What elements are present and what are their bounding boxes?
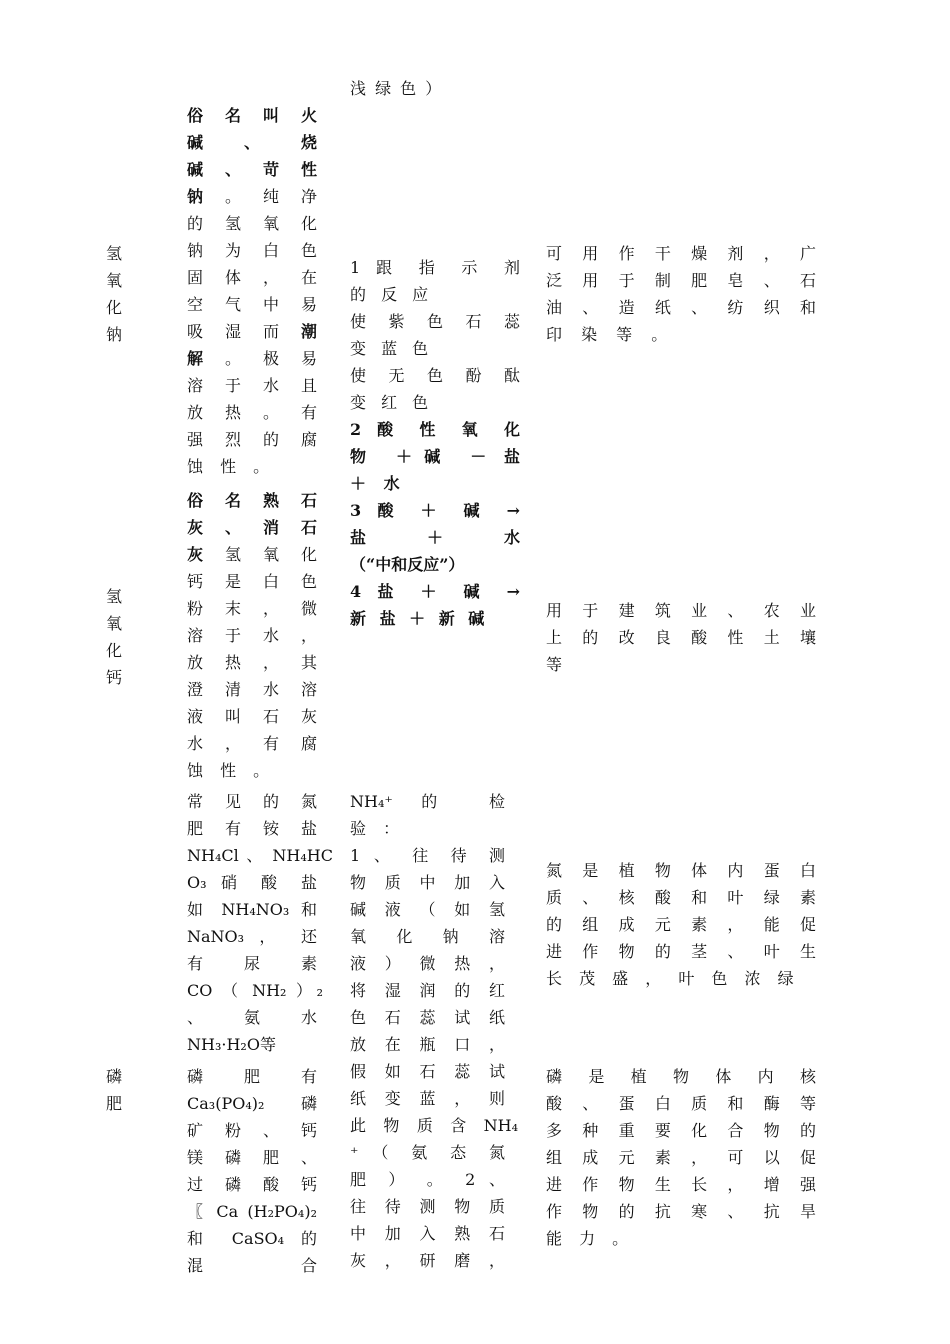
desc-line: 镁 磷 肥 、 bbox=[187, 1148, 317, 1167]
name-char: 氧 bbox=[106, 271, 123, 290]
desc-line: 溶 于 水 且 bbox=[187, 376, 317, 395]
prop-line: （“中和反应”） bbox=[350, 555, 465, 574]
desc-line: 放 热 。 有 bbox=[187, 403, 317, 422]
nitrogen-uses bbox=[546, 857, 816, 992]
naoh-uses bbox=[546, 240, 816, 348]
desc-line: 过 磷 酸 钙 bbox=[187, 1175, 317, 1194]
desc-line: 有 尿 素 bbox=[187, 954, 317, 973]
desc-line: 强 烈 的 腐 bbox=[187, 430, 317, 449]
name-char: 磷 bbox=[106, 1067, 123, 1086]
use-line: 作 物 的 抗 寒 、 抗 旱 bbox=[546, 1202, 816, 1221]
desc-part: 氢 氧 化 bbox=[225, 545, 317, 564]
test-line: 物 质 中 加 入 bbox=[350, 873, 505, 892]
test-line: 液 ） 微 热 ， bbox=[350, 954, 505, 973]
test-line: 肥 ） 。 2 、 bbox=[350, 1170, 505, 1189]
desc-line: 磷 肥 有 bbox=[187, 1067, 317, 1086]
desc-line: 溶 于 水 ， bbox=[187, 626, 317, 645]
naoh-description bbox=[187, 102, 317, 480]
desc-line: 如 NH₄NO₃ 和 bbox=[187, 900, 317, 919]
nitrogen-description bbox=[187, 788, 333, 1058]
name-char: 化 bbox=[106, 641, 123, 660]
prop-line: 使 紫 色 石 蕊 bbox=[350, 312, 520, 331]
desc-line: 灰 、 消 石 bbox=[187, 518, 317, 537]
test-line: 碱 液 （ 如 氢 bbox=[350, 900, 505, 919]
prop-line: 的 反 应 bbox=[350, 285, 434, 304]
desc-line bbox=[187, 183, 317, 210]
desc-bold-part: 钠 bbox=[187, 187, 212, 206]
desc-line: NaNO₃ ， 还 bbox=[187, 927, 317, 946]
desc-line: 水 ， 有 腐 bbox=[187, 734, 317, 753]
base-properties bbox=[350, 254, 520, 632]
test-line: 假 如 石 蕊 试 bbox=[350, 1062, 505, 1081]
desc-line: 碱 、 苛 性 bbox=[187, 160, 317, 179]
test-line: 放 在 瓶 口 ， bbox=[350, 1035, 505, 1054]
name-char: 钙 bbox=[106, 668, 123, 687]
desc-part: 吸 湿 而 bbox=[187, 322, 288, 341]
prop-line: 1 跟 指 示 剂 bbox=[350, 258, 520, 277]
desc-line bbox=[187, 318, 317, 345]
use-line: 质 、 核 酸 和 叶 绿 素 bbox=[546, 888, 816, 907]
use-line: 泛 用 于 制 肥 皂 、 石 bbox=[546, 271, 816, 290]
desc-line: 的 氢 氧 化 bbox=[187, 214, 317, 233]
test-line: 中 加 入 熟 石 bbox=[350, 1224, 505, 1243]
prop-line: 物 ＋碱 － 盐 bbox=[350, 447, 520, 466]
desc-line: 钙 是 白 色 bbox=[187, 572, 317, 591]
test-line: 验 ： bbox=[350, 819, 406, 838]
test-line: 色 石 蕊 试 纸 bbox=[350, 1008, 505, 1027]
desc-line: 空 气 中 易 bbox=[187, 295, 317, 314]
desc-bold-part: 灰 bbox=[187, 545, 212, 564]
desc-bold-part: 潮 bbox=[300, 322, 317, 341]
desc-line: 液 叫 石 灰 bbox=[187, 707, 317, 726]
name-char: 氢 bbox=[106, 244, 123, 263]
prop-line: 2 酸 性 氧 化 bbox=[350, 420, 520, 439]
desc-line: 矿 粉 、 钙 bbox=[187, 1121, 317, 1140]
use-line: 氮 是 植 物 体 内 蛋 白 bbox=[546, 861, 816, 880]
use-line: 酸 、 蛋 白 质 和 酶 等 bbox=[546, 1094, 816, 1113]
desc-line: 澄 清 水 溶 bbox=[187, 680, 317, 699]
prop-line: ＋ 水 bbox=[350, 474, 406, 493]
desc-line: 放 热 ， 其 bbox=[187, 653, 317, 672]
name-char: 肥 bbox=[106, 1094, 123, 1113]
desc-line: 碱 、 烧 bbox=[187, 133, 317, 152]
desc-line: 粉 末 ， 微 bbox=[187, 599, 317, 618]
use-line: 磷 是 植 物 体 内 核 bbox=[546, 1067, 816, 1086]
prop-line: 变 蓝 色 bbox=[350, 339, 434, 358]
use-line: 长 茂 盛 ， 叶 色 浓 绿 bbox=[546, 969, 800, 988]
phosphorus-uses bbox=[546, 1063, 816, 1252]
test-line: 将 湿 润 的 红 bbox=[350, 981, 505, 1000]
prop-line: 变 红 色 bbox=[350, 393, 434, 412]
caoh2-description bbox=[187, 487, 317, 784]
desc-line bbox=[187, 541, 317, 568]
desc-line: 蚀 性 。 bbox=[187, 457, 276, 476]
name-char: 化 bbox=[106, 298, 123, 317]
name-char: 氢 bbox=[106, 587, 123, 606]
use-line: 油 、 造 纸 、 纺 织 和 bbox=[546, 298, 816, 317]
prop-line: 4 盐 ＋ 碱 → bbox=[350, 582, 520, 601]
use-line: 上 的 改 良 酸 性 土 壤 bbox=[546, 628, 816, 647]
desc-part: 。 纯 净 bbox=[225, 187, 317, 206]
use-line: 能 力 。 bbox=[546, 1229, 635, 1248]
test-line: ⁺ （ 氨 态 氮 bbox=[350, 1143, 505, 1162]
use-line: 用 于 建 筑 业 、 农 业 bbox=[546, 601, 816, 620]
desc-line: 固 体 ， 在 bbox=[187, 268, 317, 287]
desc-line: 〖 Ca (H₂PO₄)₂ bbox=[187, 1202, 317, 1221]
prop-line: 3 酸 ＋ 碱 → bbox=[350, 501, 520, 520]
desc-line bbox=[187, 345, 317, 372]
name-char: 氧 bbox=[106, 614, 123, 633]
naoh-name bbox=[106, 240, 126, 348]
use-line: 等 bbox=[546, 655, 563, 674]
desc-line: 钠 为 白 色 bbox=[187, 241, 317, 260]
use-line: 组 成 元 素 ， 可 以 促 bbox=[546, 1148, 816, 1167]
desc-line: 蚀 性 。 bbox=[187, 761, 276, 780]
test-line: 往 待 测 物 质 bbox=[350, 1197, 505, 1216]
caoh2-uses bbox=[546, 597, 816, 678]
desc-part: 。 极 易 bbox=[225, 349, 317, 368]
top-fragment: 浅 绿 色 ） bbox=[350, 79, 444, 98]
desc-line: NH₃·H₂O等 bbox=[187, 1035, 276, 1054]
desc-line: Ca₃(PO₄)₂ 磷 bbox=[187, 1094, 317, 1113]
test-line: 灰 ， 研 磨 ， bbox=[350, 1251, 505, 1270]
prop-line: 盐 ＋ 水 bbox=[350, 528, 520, 547]
test-line: 此 物 质 含 NH₄ bbox=[350, 1116, 518, 1135]
desc-line: NH₄Cl 、 NH₄HC bbox=[187, 846, 333, 865]
use-line: 进 作 物 的 茎 、 叶 生 bbox=[546, 942, 816, 961]
desc-line: 常 见 的 氮 bbox=[187, 792, 317, 811]
prop-line: 新 盐 ＋ 新 碱 bbox=[350, 609, 489, 628]
test-line: 1 、 往 待 测 bbox=[350, 846, 505, 865]
desc-bold-part: 解 bbox=[187, 349, 212, 368]
use-line: 可 用 作 干 燥 剂 ， 广 bbox=[546, 244, 816, 263]
phosphorus-description bbox=[187, 1063, 317, 1279]
desc-line: 混 合 bbox=[187, 1256, 317, 1275]
use-line: 多 种 重 要 化 合 物 的 bbox=[546, 1121, 816, 1140]
use-line: 印 染 等 。 bbox=[546, 325, 675, 344]
test-line: NH₄⁺ 的 检 bbox=[350, 792, 505, 811]
name-char: 钠 bbox=[106, 325, 123, 344]
desc-line: 肥 有 铵 盐 bbox=[187, 819, 317, 838]
test-line: 氧 化 钠 溶 bbox=[350, 927, 505, 946]
desc-line: CO （ NH₂ ）₂ bbox=[187, 981, 323, 1000]
use-line: 的 组 成 元 素 ， 能 促 bbox=[546, 915, 816, 934]
caoh2-name bbox=[106, 583, 126, 691]
phosphorus-name bbox=[106, 1063, 126, 1117]
ammonium-test bbox=[350, 788, 518, 1274]
prop-line: 使 无 色 酚 酞 bbox=[350, 366, 520, 385]
desc-line: O₃ 硝 酸 盐 bbox=[187, 873, 317, 892]
desc-line: 俗 名 熟 石 bbox=[187, 491, 317, 510]
test-line: 纸 变 蓝 ， 则 bbox=[350, 1089, 505, 1108]
use-line: 进 作 物 生 长 ， 增 强 bbox=[546, 1175, 816, 1194]
desc-line: 俗 名 叫 火 bbox=[187, 106, 317, 125]
desc-line: 、 氨 水 bbox=[187, 1008, 317, 1027]
desc-line: 和 CaSO₄ 的 bbox=[187, 1229, 317, 1248]
